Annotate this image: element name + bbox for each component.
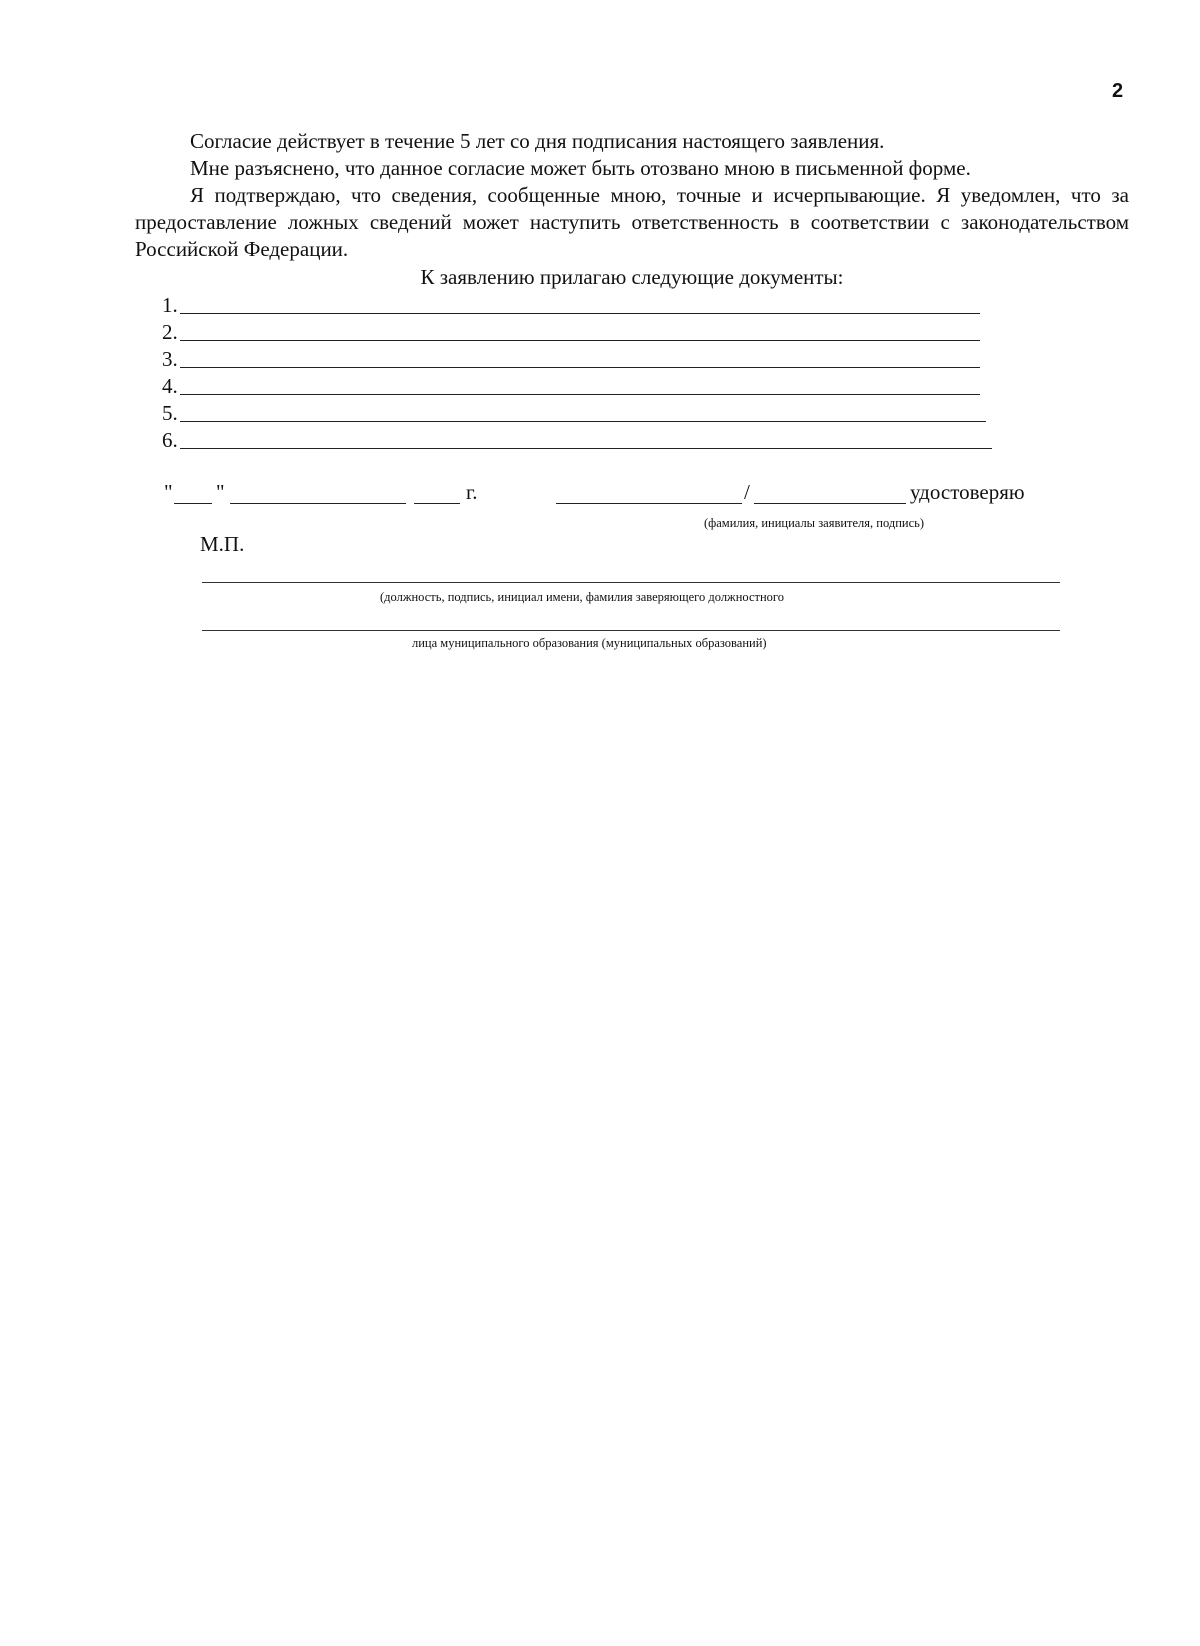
attachment-number: 3.	[162, 347, 178, 371]
quote-open: "	[164, 480, 173, 504]
attachment-number: 6.	[162, 428, 178, 452]
year-suffix: г.	[466, 480, 478, 504]
revocation-paragraph: Мне разъяснено, что данное согласие может быть отозвано мною в письменной форме.	[190, 156, 971, 180]
month-line	[230, 503, 406, 504]
applicant-caption: (фамилия, инициалы заявителя, подпись)	[704, 516, 925, 530]
official-line-1	[202, 582, 1060, 583]
attachment-number: 1.	[162, 293, 178, 317]
official-line-2	[202, 630, 1060, 631]
attachment-line	[180, 448, 992, 449]
attachments-title: К заявлению прилагаю следующие документы:	[420, 265, 844, 289]
day-line	[174, 503, 212, 504]
slash: /	[744, 480, 750, 504]
attachment-line	[180, 367, 980, 368]
attachment-line	[180, 313, 980, 314]
certify-word: удостоверяю	[910, 480, 1025, 504]
page-number: 2	[1112, 80, 1124, 102]
attachment-line	[180, 421, 986, 422]
confirmation-paragraph: Я подтверждаю, что сведения, сообщенные мною, точные и исчерпывающие. Я уведомлен, что за предоставление ложных сведений может наступить ответственность в соответствии с законодательством Российской Федерации.	[135, 183, 1129, 261]
year-line	[414, 503, 460, 504]
attachment-number: 5.	[162, 401, 178, 425]
stamp-label: М.П.	[200, 532, 245, 556]
applicant-name-line	[556, 503, 742, 504]
attachment-number: 2.	[162, 320, 178, 344]
official-caption-1: (должность, подпись, инициал имени, фамилия заверяющего должностного	[380, 590, 784, 604]
attachment-line	[180, 340, 980, 341]
quote-close: "	[216, 480, 225, 504]
signature-row	[160, 480, 1140, 510]
attachment-line	[180, 394, 980, 395]
validity-paragraph: Согласие действует в течение 5 лет со дня подписания настоящего заявления.	[190, 129, 885, 153]
applicant-sign-line	[754, 503, 906, 504]
official-caption-2: лица муниципального образования (муниципальных образований)	[412, 636, 767, 650]
attachment-number: 4.	[162, 374, 178, 398]
